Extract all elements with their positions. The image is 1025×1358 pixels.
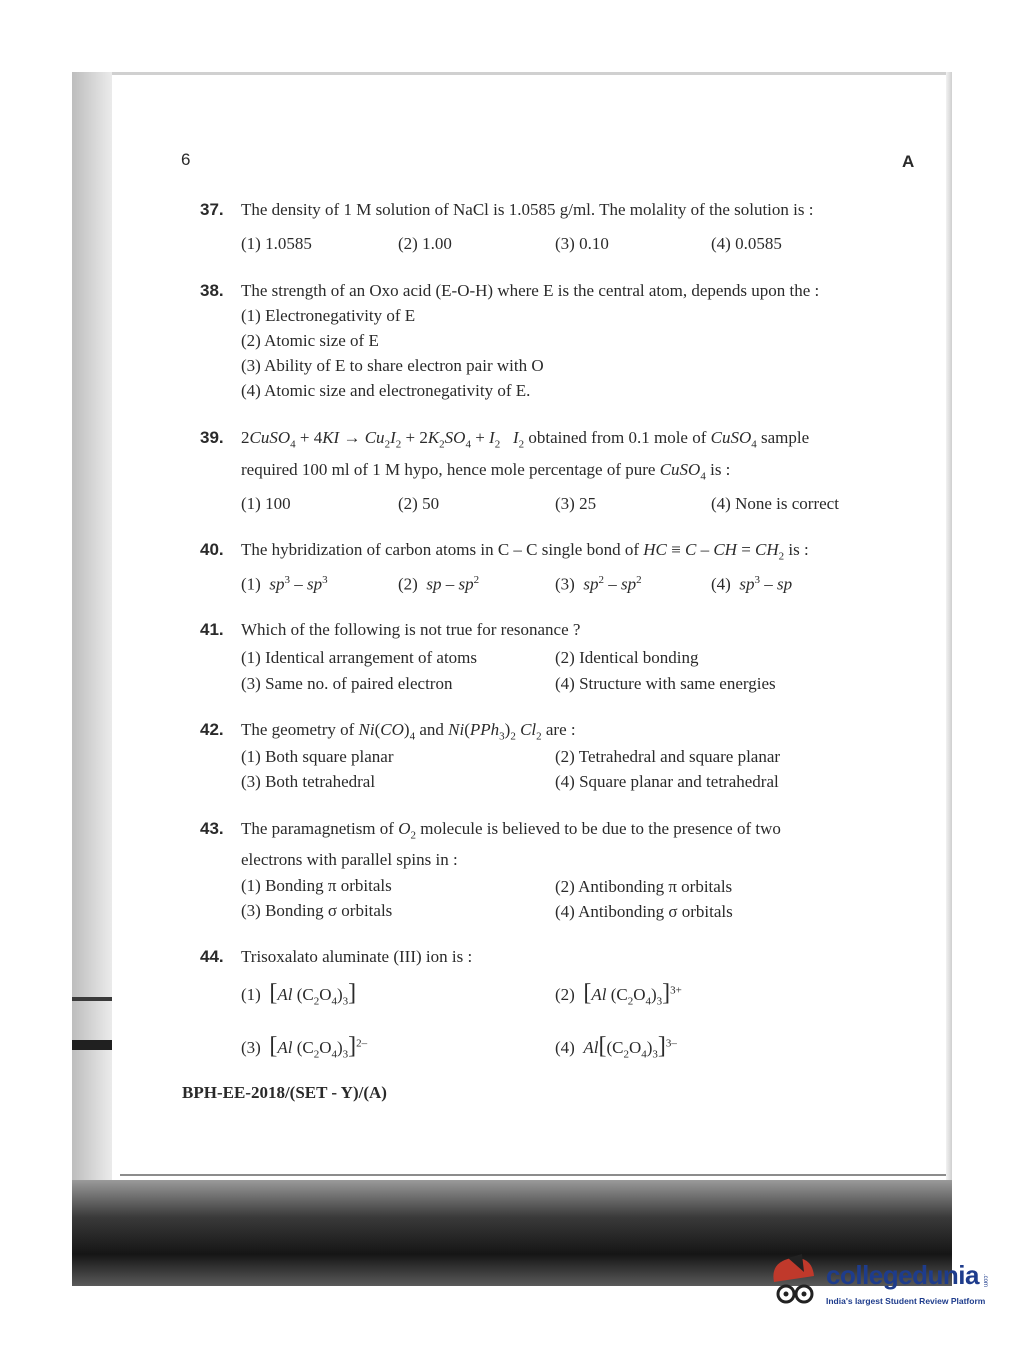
question-number: 37. — [200, 200, 224, 219]
paper-code: BPH-EE-2018/(SET - Y)/(A) — [182, 1083, 387, 1102]
option: (2) 50 — [398, 494, 440, 513]
option: (1) 1.0585 — [241, 234, 312, 253]
option: (4) Atomic size and electronegativity of E. — [241, 381, 531, 400]
option: (3) 0.10 — [555, 234, 609, 253]
option: (1) Both square planar — [241, 747, 394, 766]
option: (2) [Al $(C_2O_4)_3]^{3+}$ — [555, 980, 682, 1008]
spine-mark — [72, 997, 112, 1001]
question-text: electrons with parallel spins in : — [241, 850, 458, 869]
question-text-part: The geometry of — [241, 720, 355, 739]
scan-edge-top — [72, 72, 952, 75]
option: (1) $sp^3 - sp^3$ — [241, 574, 328, 594]
set-letter: A — [902, 152, 915, 171]
option: (4) $Al[(C_2O_4)_3]^{3-}$ — [555, 1033, 677, 1061]
question-text-part: is : — [710, 460, 731, 479]
ion-charge: 3+ — [670, 984, 682, 997]
question-text-part: molecule is believed to be due to the presence of two — [420, 819, 781, 838]
option: (3) [Al $(C_2O_4)_3]^{2-}$ — [241, 1033, 368, 1061]
question-number: 40. — [200, 540, 224, 559]
logo-tagline: India's largest Student Review Platform — [826, 1296, 986, 1306]
option: (2) sp – $sp^2$ — [398, 574, 480, 594]
option: (4) None is correct — [711, 494, 839, 513]
question-text-part: and — [419, 720, 444, 739]
reaction-equation: 2CuSO$_4$ + $4KI \to Cu_2I_2 + 2K_2SO_4 + I_2$ — [241, 428, 501, 451]
collegedunia-logo — [768, 1254, 998, 1314]
option: (4) 0.0585 — [711, 234, 782, 253]
option: (2) Antibonding π orbitals — [555, 877, 733, 896]
question-text-part: The paramagnetism of — [241, 819, 394, 838]
question-text: The geometry of $Ni(CO)_4$ and $Ni(PPh_3)_2$ $Cl_2$ are : — [241, 720, 576, 743]
question-text: The density of 1 M solution of NaCl is 1.0585 g/ml. The molality of the solution is : — [241, 200, 814, 219]
question-text-part: The hybridization of carbon atoms in C – C single bond of — [241, 540, 640, 559]
question-text-part: required 100 ml of 1 M hypo, hence mole percentage of pure — [241, 460, 656, 479]
option: (3) Same no. of paired electron — [241, 674, 453, 693]
question-text: required 100 ml of 1 M hypo, hence mole percentage of pure CuSO$_4$ is : — [241, 460, 731, 483]
option: (2) Identical bonding — [555, 648, 699, 667]
scan-edge-right — [946, 72, 952, 1182]
option: (4) Structure with same energies — [555, 674, 776, 693]
scan-edge-left — [72, 72, 112, 1286]
question-text: The strength of an Oxo acid (E-O-H) where E is the central atom, depends upon the : — [241, 281, 820, 300]
question-text: The hybridization of carbon atoms in C – C single bond of HC ≡ C – CH = $CH_2$ is : — [241, 540, 809, 563]
option: (4) $sp^3$ – sp — [711, 574, 793, 594]
option: (3) $sp^2 - sp^2$ — [555, 574, 642, 594]
question-text: The paramagnetism of $O_2$ molecule is believed to be due to the presence of two — [241, 819, 781, 842]
question-number: 38. — [200, 281, 224, 300]
option: (4) Square planar and tetrahedral — [555, 772, 779, 791]
mascot-icon — [768, 1254, 824, 1314]
question-number: 39. — [200, 428, 224, 447]
question-text-part: are : — [545, 720, 576, 739]
logo-domain: .com — [982, 1274, 988, 1288]
question-text: 2CuSO$_4$ + $4KI \to Cu_2I_2 + 2K_2SO_4 + I_2$ $I_2$ obtained from 0.1 mole of CuSO$_4$ sample — [241, 428, 810, 451]
option: (1) [Al $(C_2O_4)_3$] — [241, 980, 357, 1008]
question-number: 44. — [200, 947, 224, 966]
option: (1) Identical arrangement of atoms — [241, 648, 478, 667]
option: (3) Ability of E to share electron pair with O — [241, 356, 544, 375]
option: (1) 100 — [241, 494, 291, 513]
page-number: 6 — [181, 150, 191, 169]
ion-charge: 2– — [356, 1037, 368, 1050]
question-text-part: obtained from 0.1 mole of — [528, 428, 707, 447]
option: (3) Both tetrahedral — [241, 772, 376, 791]
question-number: 42. — [200, 720, 224, 739]
spine-mark — [72, 1040, 112, 1050]
question-text: Which of the following is not true for resonance ? — [241, 620, 581, 639]
question-text: Trisoxalato aluminate (III) ion is : — [241, 947, 473, 966]
option: (3) 25 — [555, 494, 597, 513]
option: (2) Tetrahedral and square planar — [555, 747, 781, 766]
ion-charge: 3– — [665, 1037, 677, 1050]
option: (1) Electronegativity of E — [241, 306, 416, 325]
logo-wordmark: collegedunia — [826, 1260, 979, 1290]
option: (2) 1.00 — [398, 234, 452, 253]
page-rule — [120, 1174, 946, 1176]
question-number: 41. — [200, 620, 224, 639]
question-text-part: sample — [761, 428, 810, 447]
question-number: 43. — [200, 819, 224, 838]
question-text-part: is : — [788, 540, 809, 559]
option: (2) Atomic size of E — [241, 331, 379, 350]
option: (3) Bonding σ orbitals — [241, 901, 393, 920]
option: (1) Bonding π orbitals — [241, 876, 392, 895]
option: (4) Antibonding σ orbitals — [555, 902, 733, 921]
